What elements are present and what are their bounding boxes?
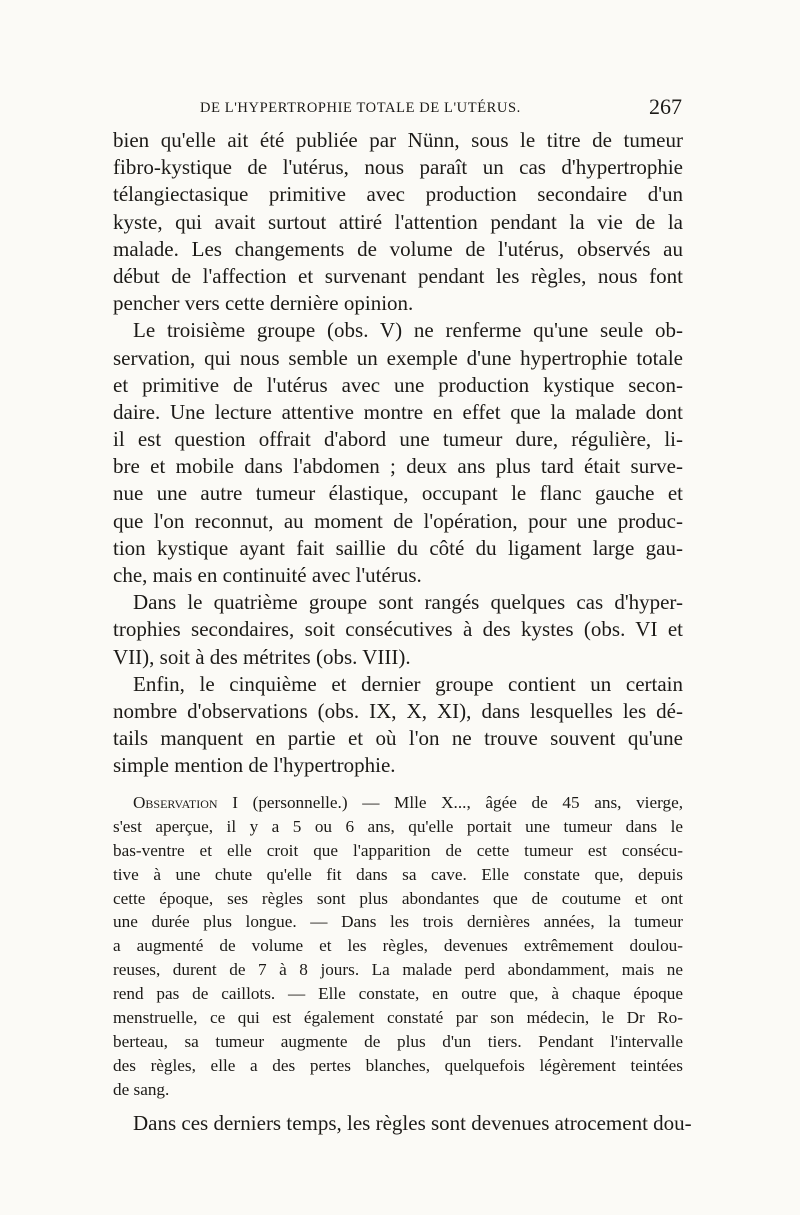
observation-block: [113, 791, 683, 1102]
text-line: bas-ventre et elle croit que l'apparition de cette tumeur est consécu-: [113, 840, 683, 860]
text-line: bien qu'elle ait été publiée par Nünn, sous le titre de tumeur: [113, 128, 683, 152]
text-line: cette époque, ses règles sont plus abondantes que de coutume et ont: [113, 888, 683, 908]
text-line: nombre d'observations (obs. IX, X, XI), dans lesquelles les dé-: [113, 698, 683, 723]
paragraph: [113, 671, 683, 780]
text-line: une durée plus longue. — Dans les trois dernières années, la tumeur: [113, 912, 683, 932]
page-number: 267: [649, 94, 682, 119]
text-line: début de l'affection et survenant pendant les règles, nous font: [113, 263, 683, 288]
text-line: il est question offrait d'abord une tumeur dure, régulière, li-: [113, 427, 683, 452]
text-line: fibro-kystique de l'utérus, nous paraît un cas d'hypertrophie: [113, 155, 683, 180]
text-line: tive à une chute qu'elle fit dans sa cave. Elle constate que, depuis: [113, 864, 683, 884]
text-line: Dans ces derniers temps, les règles sont devenues atrocement dou-: [133, 1111, 692, 1135]
text-line: des règles, elle a des pertes blanches, quelquefois légèrement teintées: [113, 1055, 683, 1075]
paragraph: [113, 317, 683, 589]
text-line: servation, qui nous semble un exemple d'une hypertrophie totale: [113, 345, 683, 370]
text-line: bre et mobile dans l'abdomen ; deux ans plus tard était surve-: [113, 454, 683, 479]
text-line: rend pas de caillots. — Elle constate, en outre que, à chaque époque: [113, 984, 683, 1004]
paragraph: [113, 127, 683, 317]
observation-label: Observation: [133, 793, 218, 812]
text-line: menstruelle, ce qui est également constaté par son médecin, le Dr Ro-: [113, 1008, 683, 1028]
body-text: [113, 127, 683, 780]
observation-first-line: [113, 791, 683, 815]
text-line: trophies secondaires, soit consécutives à des kystes (obs. VI et: [113, 617, 683, 642]
text-line: Enfin, le cinquième et dernier groupe contient un certain: [133, 671, 683, 696]
running-title: DE L'HYPERTROPHIE TOTALE DE L'UTÉRUS.: [200, 100, 521, 116]
text-line: VII), soit à des métrites (obs. VIII).: [113, 644, 411, 669]
text-line: daire. Une lecture attentive montre en effet que la malade dont: [113, 399, 683, 424]
text-line: tails manquent en partie et où l'on ne trouve souvent qu'une: [113, 726, 683, 751]
text-line: berteau, sa tumeur augmente de plus d'un tiers. Pendant l'intervalle: [113, 1031, 683, 1051]
text-line: que l'on reconnut, au moment de l'opération, pour une produc-: [113, 508, 683, 533]
text-line: s'est aperçue, il y a 5 ou 6 ans, qu'elle portait une tumeur dans le: [113, 816, 683, 836]
text-line: kyste, qui avait surtout attiré l'attention pendant la vie de la: [113, 209, 683, 234]
text-line: Le troisième groupe (obs. V) ne renferme qu'une seule ob-: [133, 318, 683, 343]
text-line: Dans le quatrième groupe sont rangés quelques cas d'hyper-: [133, 590, 683, 615]
running-header: [112, 94, 682, 124]
text-line: malade. Les changements de volume de l'utérus, observés au: [113, 236, 683, 261]
text-line: tion kystique ayant fait saillie du côté du ligament large gau-: [113, 535, 683, 560]
text-line: simple mention de l'hypertrophie.: [113, 753, 396, 778]
text-line: nue une autre tumeur élastique, occupant le flanc gauche et: [113, 481, 683, 506]
continuing-paragraph: [113, 1110, 692, 1137]
text-line: de sang.: [113, 1079, 170, 1099]
text-line: et primitive de l'utérus avec une production kystique secon-: [113, 372, 683, 397]
text-line: a augmenté de volume et les règles, devenues extrêmement doulou-: [113, 936, 683, 956]
paragraph: [113, 589, 683, 671]
text-line: télangiectasique primitive avec production secondaire d'un: [113, 182, 683, 207]
observation-first-line-text: I (personnelle.) — Mlle X..., âgée de 45 ans, vierge,: [217, 793, 683, 812]
text-line: che, mais en continuité avec l'utérus.: [113, 563, 422, 587]
text-line: pencher vers cette dernière opinion.: [113, 291, 414, 316]
text-line: reuses, durent de 7 à 8 jours. La malade perd abondamment, mais ne: [113, 960, 683, 980]
